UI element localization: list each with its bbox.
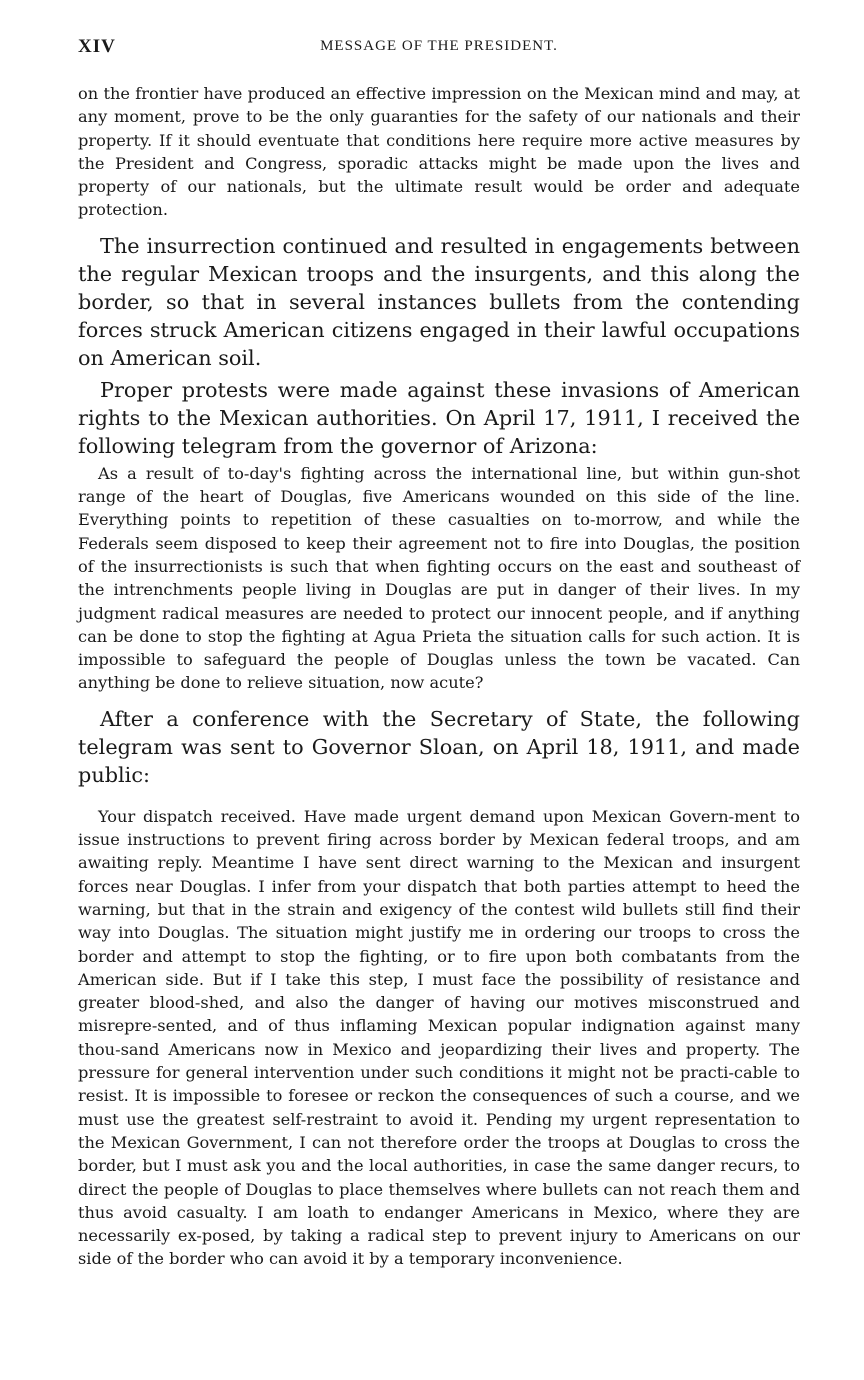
continuation-paragraph: on the frontier have produced an effective impression on the Mexican mind and may, at any moment, prove to be the only guaranties for the safety of our nationals and their property. If it should eventuate that conditions here require more active measures by the President and Congress, sporadic attacks might be made upon the lives and property of our nationals, but the ultimate result would be order and adequate protection. — [78, 84, 800, 220]
reply-telegram-quote: Your dispatch received. Have made urgent demand upon Mexican Govern-ment to issue instructions to prevent firing across border by Mexican federal troops, and am awaiting reply. Meantime I have sent direct warning to the Mexican and insurgent forces near Douglas. I infer from your dispatch that both parties attempt to heed the warning, but that in the strain and exigency of the contest wild bullets still find their way into Douglas. The situation might justify me in ordering our troops to cross the border and attempt to stop the fighting, or to fire upon both combatants from the American side. But if I take this step, I must face the possibility of resistance and greater blood-shed, and also the danger of having our motives misconstrued and misrepre-sented, and of thus inflaming Mexican popular indignation against many thou-sand Americans now in Mexico and jeopardizing their lives and property. The pressure for general intervention under such conditions it might not be practi-cable to resist. It is impossible to foresee or reckon the consequences of such a course, and we must use the greatest self-restraint to avoid it. Pending my urgent representation to the Mexican Government, I can not therefore order the troops at Douglas to cross the border, but I must ask you and the local authorities, in case the same danger recurs, to direct the people of Douglas to place themselves where bullets can not reach them and thus avoid casualty. I am loath to endanger Americans in Mexico, where they are necessarily ex-posed, by taking a radical step to prevent injury to Americans on our side of the border who can avoid it by a temporary inconvenience. — [78, 806, 800, 1269]
arizona-telegram-quote: As a result of to-day's fighting across the international line, but within gun-shot range of the heart of Douglas, five Americans wounded on this side of the line. Everything points to repetition of these casualties on to-morrow, and while the Federals seem disposed to keep their agreement not to fire into Douglas, the position of the insurrectionists is such that when fighting occurs on the east and southeast of the intrenchments people living in Douglas are put in danger of their lives. In my judgment radical measures are needed to protect our innocent people, and if anything can be done to stop the fighting at Agua Prieta the situation calls for such action. It is impossible to safeguard the people of Douglas unless the town be vacated. Can anything be done to relieve situation, now acute? — [78, 463, 800, 693]
running-title: MESSAGE OF THE PRESIDENT. — [320, 38, 558, 54]
protests-paragraph: Proper protests were made against these invasions of American rights to the Mexican authorities. On April 17, 1911, I received the following telegram from the governor of Arizona: — [78, 377, 800, 458]
page-number: XIV — [78, 36, 116, 57]
conference-paragraph: After a conference with the Secretary of State, the following telegram was sent to Governor Sloan, on April 18, 1911, and made public: — [78, 706, 800, 787]
running-header — [78, 30, 800, 60]
insurrection-paragraph: The insurrection continued and resulted in engagements between the regular Mexican troops and the insurgents, and this along the border, so that in several instances bullets from the contending forces struck American citizens engaged in their lawful occupations on American soil. — [78, 233, 800, 370]
document-page — [78, 30, 800, 1271]
